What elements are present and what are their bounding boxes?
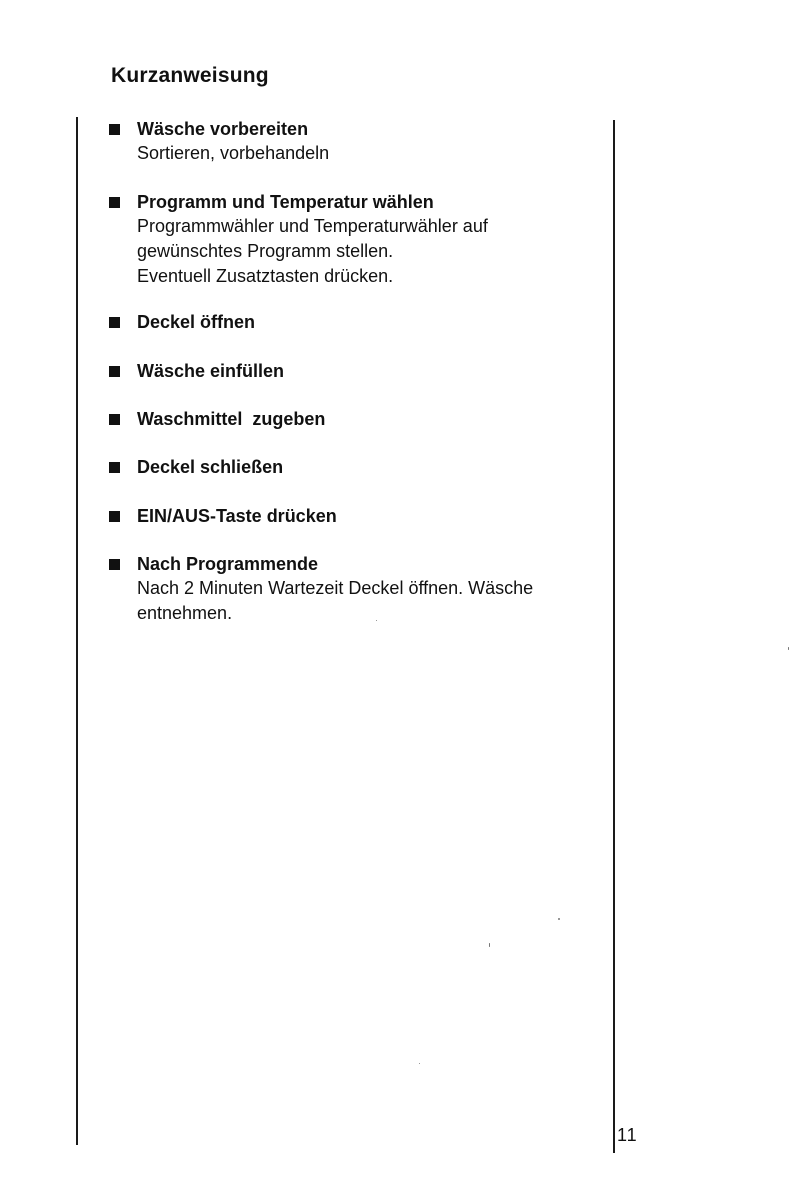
step-description bbox=[137, 141, 599, 166]
step-title: EIN/AUS-Taste drücken bbox=[137, 505, 337, 526]
square-bullet-icon bbox=[109, 559, 120, 570]
step-heading bbox=[109, 504, 599, 528]
scan-speck bbox=[788, 647, 789, 650]
step-title: Deckel öffnen bbox=[137, 311, 256, 332]
instruction-step bbox=[109, 455, 599, 479]
instruction-step bbox=[109, 359, 599, 383]
step-title: Wäsche einfüllen bbox=[137, 360, 285, 381]
step-title: Waschmittel zugeben bbox=[137, 408, 326, 429]
square-bullet-icon bbox=[109, 511, 120, 522]
square-bullet-icon bbox=[109, 366, 120, 377]
instruction-step bbox=[109, 504, 599, 528]
square-bullet-icon bbox=[109, 317, 120, 328]
instruction-step bbox=[109, 310, 599, 334]
step-heading bbox=[109, 407, 599, 431]
step-heading bbox=[109, 359, 599, 383]
right-margin-rule bbox=[613, 120, 615, 1153]
page-title: Kurzanweisung bbox=[111, 64, 269, 87]
left-margin-rule bbox=[76, 117, 78, 1145]
square-bullet-icon bbox=[109, 414, 120, 425]
step-description-line: Programmwähler und Temperaturwähler auf bbox=[137, 216, 488, 236]
step-heading bbox=[109, 310, 599, 334]
instruction-step bbox=[109, 407, 599, 431]
step-title: Deckel schließen bbox=[137, 456, 284, 477]
step-title: Nach Programmende bbox=[137, 553, 319, 574]
scan-speck bbox=[558, 918, 560, 920]
scan-speck bbox=[376, 620, 377, 621]
step-description bbox=[137, 214, 599, 289]
step-description-line: Sortieren, vorbehandeln bbox=[137, 143, 330, 163]
step-title: Wäsche vorbereiten bbox=[137, 118, 309, 139]
instruction-step bbox=[109, 117, 599, 166]
scan-speck bbox=[419, 1063, 420, 1064]
step-description-line: gewünschtes Programm stellen. bbox=[137, 241, 394, 261]
square-bullet-icon bbox=[109, 462, 120, 473]
step-heading bbox=[109, 455, 599, 479]
step-description-line: Nach 2 Minuten Wartezeit Deckel öffnen. Wäsche bbox=[137, 578, 534, 598]
square-bullet-icon bbox=[109, 197, 120, 208]
scan-speck bbox=[489, 943, 490, 947]
step-title: Programm und Temperatur wählen bbox=[137, 191, 434, 212]
step-heading bbox=[109, 190, 599, 214]
step-heading bbox=[109, 552, 599, 576]
instruction-step bbox=[109, 552, 599, 626]
step-heading bbox=[109, 117, 599, 141]
page-number: 11 bbox=[617, 1125, 638, 1145]
step-description-line: entnehmen. bbox=[137, 603, 233, 623]
square-bullet-icon bbox=[109, 124, 120, 135]
instruction-step bbox=[109, 190, 599, 289]
step-description-line: Eventuell Zusatztasten drücken. bbox=[137, 266, 394, 286]
step-description bbox=[137, 576, 599, 626]
